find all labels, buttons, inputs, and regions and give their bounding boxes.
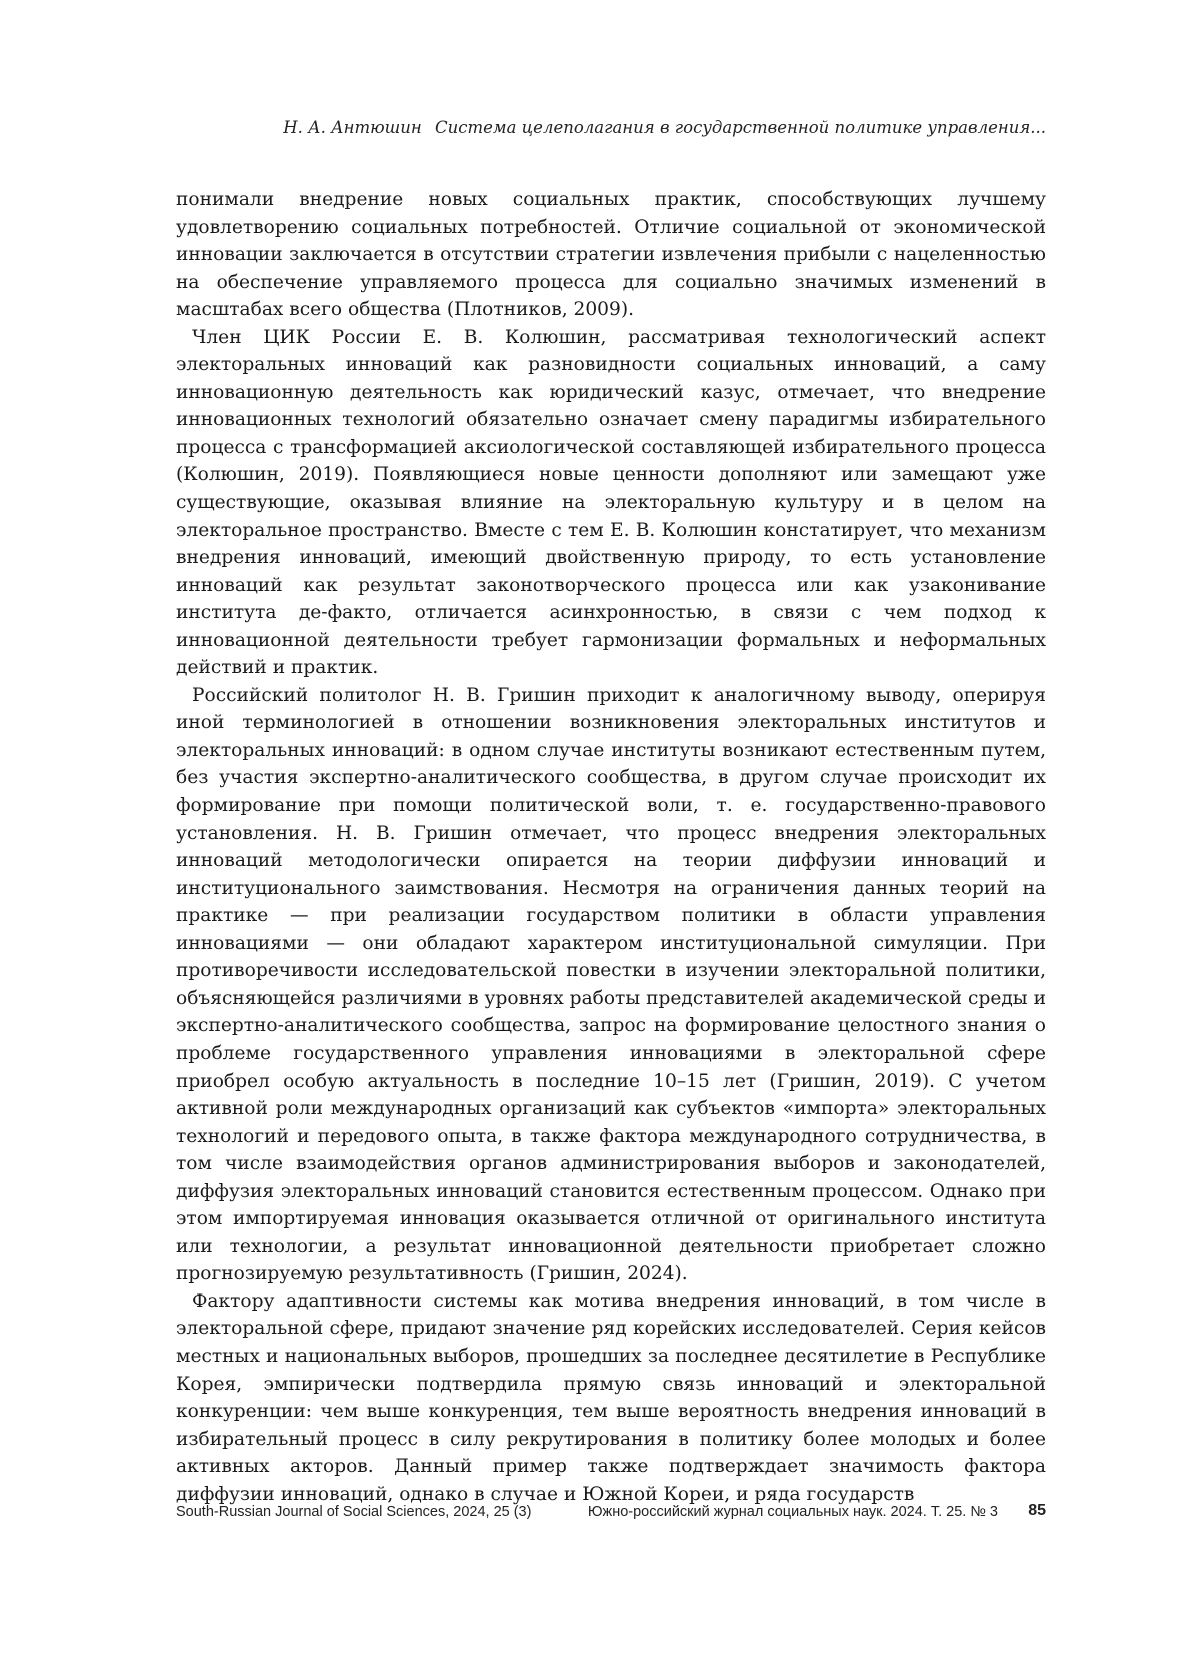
running-head bbox=[176, 118, 1046, 137]
running-head-title: Система целеполагания в государственной политике управления... bbox=[435, 118, 1046, 137]
paragraph: Российский политолог Н. В. Гришин приходит к аналогичному выводу, оперируя иной терминологией в отношении возникновения электоральных институтов и электоральных инноваций: в одном случае институты возникают естественным путем, без участия экспертно-аналитического сообщества, в другом случае происходит их формирование при помощи политической воли, т. е. государственно-правового установления. Н. В. Гришин отмечает, что процесс внедрения электоральных инноваций методологически опирается на теории диффузии инноваций и институционального заимствования. Несмотря на ограничения данных теорий на практике — при реализации государством политики в области управления инновациями — они обладают характером институциональной симуляции. При противоречивости исследовательской повестки в изучении электоральной политики, объясняющейся различиями в уровнях работы представителей академической среды и экспертно-аналитического сообщества, запрос на формирование целостного знания о проблеме государственного управления инновациями в электоральной сфере приобрел особую актуальность в последние 10–15 лет (Гришин, 2019). С учетом активной роли международных организаций как субъектов «импорта» электоральных технологий и передового опыта, в также фактора международного сотрудничества, в том числе взаимодействия органов администрирования выборов и законодателей, диффузия электоральных инноваций становится естественным процессом. Однако при этом импортируемая инновация оказывается отличной от оригинального института или технологии, а результат инновационной деятельности приобретает сложно прогнозируемую результативность (Гришин, 2024). bbox=[176, 684, 1046, 1285]
running-head-author: Н. А. Антюшин bbox=[283, 118, 422, 137]
page-footer bbox=[176, 1504, 1046, 1526]
paragraph-continued: понимали внедрение новых социальных практик, способствующих лучшему удовлетворению социальных потребностей. Отличие социальной от экономической инновации заключается в отсутствии стратегии извлечения прибыли с нацеленностью на обеспечение управляемого процесса для социально значимых изменений в масштабах всего общества (Плотников, 2009). bbox=[176, 189, 1046, 321]
body-text bbox=[176, 186, 1046, 1508]
footer-journal-en: South-Russian Journal of Social Sciences, 2024, 25 (3) bbox=[176, 1504, 532, 1520]
page-number: 85 bbox=[1028, 1502, 1046, 1519]
footer-journal-ru: Южно-российский журнал социальных наук. 2024. Т. 25. № 3 bbox=[587, 1504, 998, 1520]
paragraph: Член ЦИК России Е. В. Колюшин, рассматривая технологический аспект электоральных инноваций как разновидности социальных инноваций, а саму инновационную деятельность как юридический казус, отмечает, что внедрение инновационных технологий обязательно означает смену парадигмы избирательного процесса с трансформацией аксиологической составляющей избирательного процесса (Колюшин, 2019). Появляющиеся новые ценности дополняют или замещают уже существующие, оказывая влияние на электоральную культуру и в целом на электоральное пространство. Вместе с тем Е. В. Колюшин констатирует, что механизм внедрения инноваций, имеющий двойственную природу, то есть установление инноваций как результат законотворческого процесса или как узаконивание института де-факто, отличается асинхронностью, в связи с чем подход к инновационной деятельности требует гармонизации формальных и неформальных действий и практик. bbox=[176, 326, 1046, 679]
paragraph: Фактору адаптивности системы как мотива внедрения инноваций, в том числе в электоральной сфере, придают значение ряд корейских исследователей. Серия кейсов местных и национальных выборов, прошедших за последнее десятилетие в Республике Корея, эмпирически подтвердила прямую связь инноваций и электоральной конкуренции: чем выше конкуренция, тем выше вероятность внедрения инноваций в избирательный процесс в силу рекрутирования в политику более молодых и более активных акторов. Данный пример также подтверждает значимость фактора диффузии инноваций, однако в случае и Южной Кореи, и ряда государств bbox=[176, 1290, 1046, 1505]
